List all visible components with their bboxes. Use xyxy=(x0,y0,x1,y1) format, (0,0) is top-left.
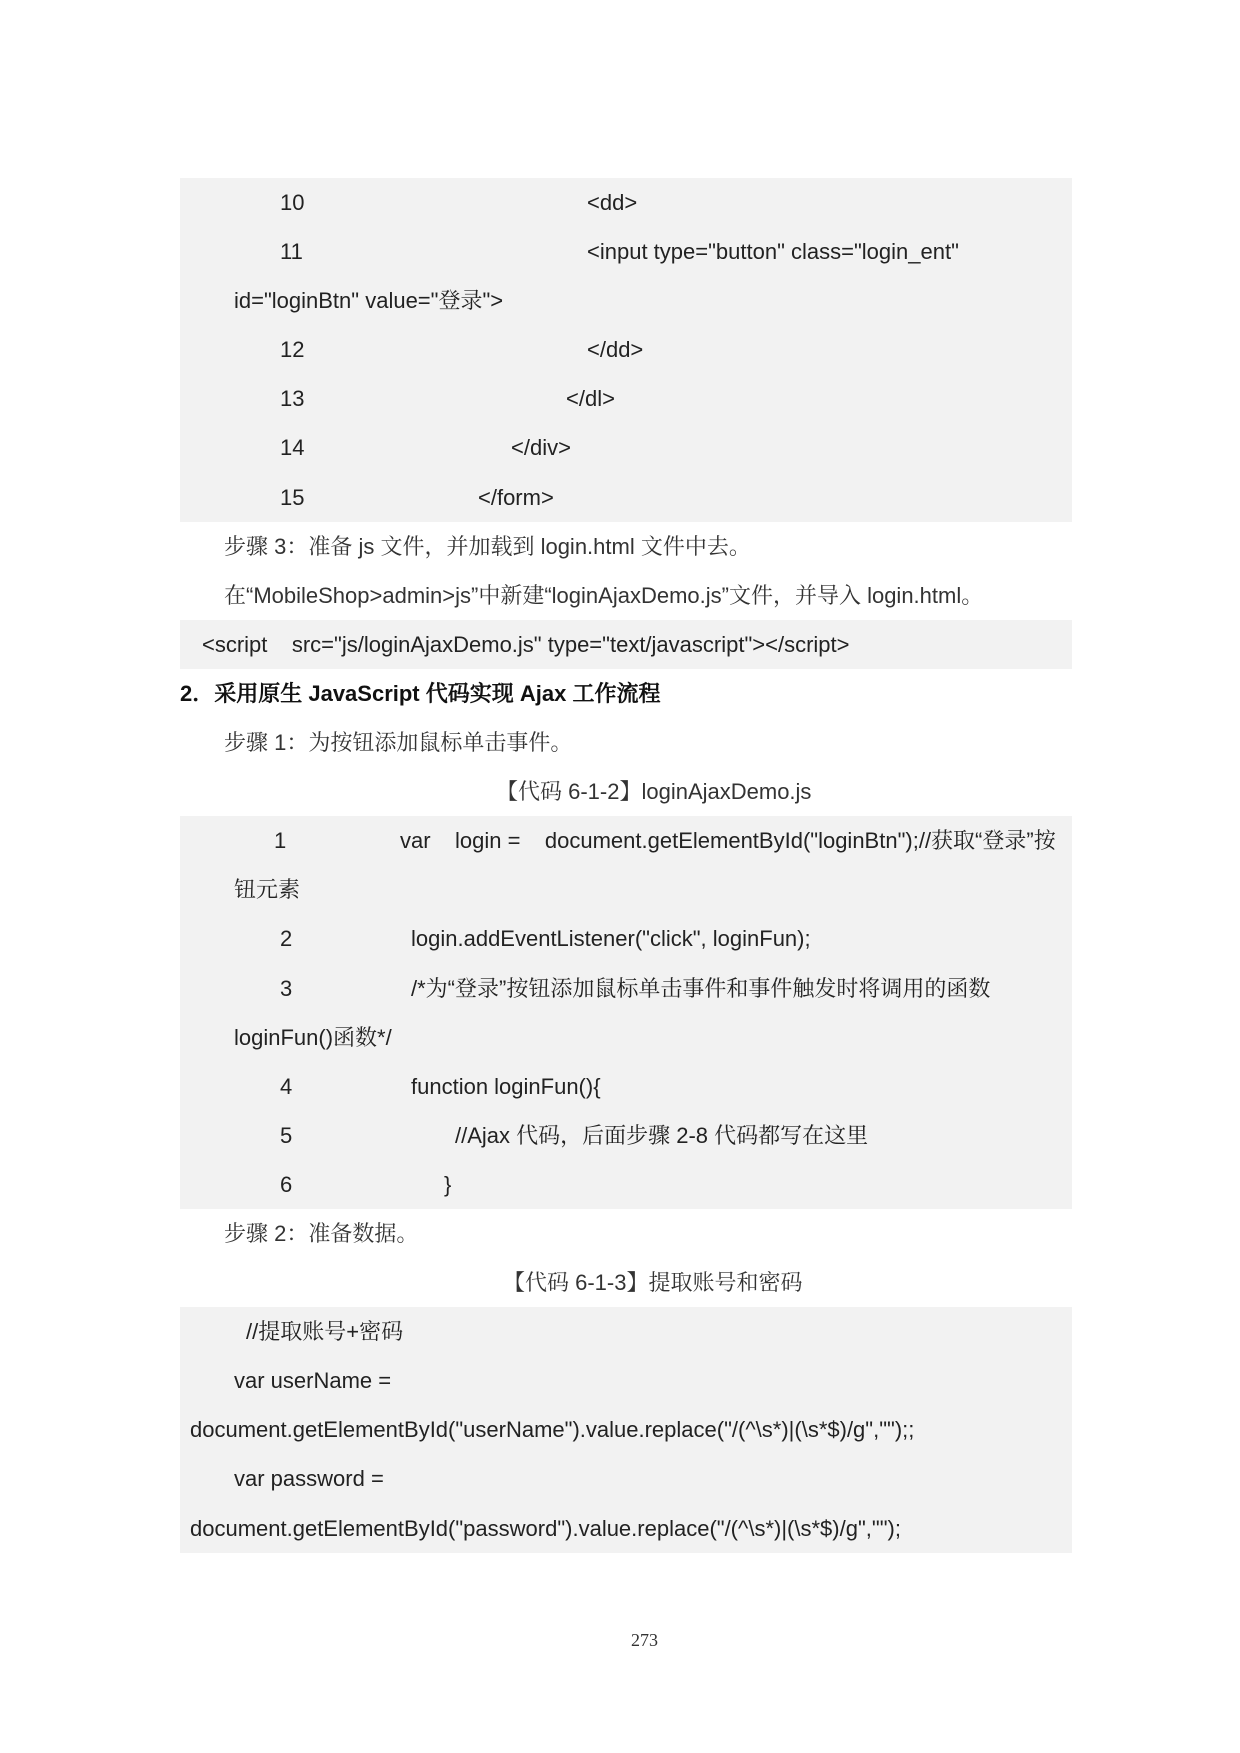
line-number: 10 xyxy=(280,190,305,215)
section-heading-row xyxy=(0,669,1240,718)
code-line xyxy=(180,1454,1072,1503)
code-block-login-form-end xyxy=(180,178,1072,522)
code-block-login-ajax-demo xyxy=(180,816,1072,1209)
paragraph xyxy=(0,1209,1240,1258)
code-text: loginFun()函数*/ xyxy=(234,1024,392,1050)
step-3-text: 步骤 3：准备 js 文件，并加载到 login.html 文件中去。 xyxy=(224,533,751,559)
code-block-extract-credentials xyxy=(180,1307,1072,1552)
page-number: 273 xyxy=(631,1630,658,1650)
code-line xyxy=(180,1111,1072,1160)
paragraph xyxy=(0,522,1240,571)
paragraph xyxy=(0,718,1240,767)
code-line xyxy=(180,423,1072,472)
step-3-detail-text: 在“MobileShop>admin>js”中新建“loginAjaxDemo.js”文件，并导入 login.html。 xyxy=(224,582,984,608)
code-line xyxy=(180,816,1072,865)
code-line xyxy=(180,1160,1072,1209)
code-line xyxy=(180,620,1072,669)
code-text: function loginFun(){ xyxy=(411,1073,601,1099)
line-number: 12 xyxy=(280,337,305,363)
code-line xyxy=(180,1405,1072,1454)
line-number: 5 xyxy=(280,1122,293,1148)
code-line xyxy=(180,374,1072,423)
section-heading: 2．采用原生 JavaScript 代码实现 Ajax 工作流程 xyxy=(180,680,661,706)
code-text: </dd> xyxy=(587,337,644,363)
caption-row xyxy=(0,767,1240,816)
code-text: <dd> xyxy=(587,190,638,215)
code-line xyxy=(180,1062,1072,1111)
code-text: 钮元素 xyxy=(234,877,301,903)
code-text: </form> xyxy=(478,484,554,510)
code-line xyxy=(180,1307,1072,1356)
step-2-text: 步骤 2：准备数据。 xyxy=(224,1220,419,1246)
code-text: var userName = xyxy=(234,1368,392,1394)
code-line-continuation xyxy=(180,1013,1072,1062)
code-block-script-include xyxy=(180,620,1072,669)
code-text: document.getElementById("userName").value.replace("/(^\s*)|(\s*$)/g","");; xyxy=(190,1417,915,1443)
line-number: 6 xyxy=(280,1171,293,1197)
code-text: //提取账号+密码 xyxy=(246,1319,404,1345)
code-text: <script src="js/loginAjaxDemo.js" type="text/javascript"></script> xyxy=(202,631,850,657)
code-text: </dl> xyxy=(566,386,615,412)
code-caption: 【代码 6-1-2】loginAjaxDemo.js xyxy=(496,779,812,805)
code-text: var login = document.getElementById("loginBtn");//获取“登录”按 xyxy=(400,828,1056,854)
code-line xyxy=(180,473,1072,522)
code-text: //Ajax 代码，后面步骤 2-8 代码都写在这里 xyxy=(455,1122,869,1148)
line-number: 4 xyxy=(280,1073,293,1099)
line-number: 3 xyxy=(280,975,293,1001)
code-line xyxy=(180,1356,1072,1405)
code-line xyxy=(180,1504,1072,1553)
code-text: </div> xyxy=(511,435,571,461)
code-line xyxy=(180,227,1072,276)
code-line-continuation xyxy=(180,865,1072,914)
code-text: } xyxy=(444,1171,452,1197)
line-number: 1 xyxy=(274,828,287,854)
line-number: 15 xyxy=(280,484,305,510)
code-text: document.getElementById("password").value.replace("/(^\s*)|(\s*$)/g",""); xyxy=(190,1515,901,1541)
page-content xyxy=(0,178,1240,1553)
code-text: <input type="button" class="login_ent" xyxy=(587,239,959,265)
line-number: 2 xyxy=(280,926,293,952)
code-text: /*为“登录”按钮添加鼠标单击事件和事件触发时将调用的函数 xyxy=(411,975,991,1001)
step-1-text: 步骤 1：为按钮添加鼠标单击事件。 xyxy=(224,730,573,756)
caption-row xyxy=(0,1258,1240,1307)
line-number: 11 xyxy=(280,239,303,265)
line-number: 14 xyxy=(280,435,305,461)
code-line-continuation xyxy=(180,276,1072,325)
paragraph xyxy=(0,571,1240,620)
code-line xyxy=(180,964,1072,1013)
code-line xyxy=(180,178,1072,227)
code-line xyxy=(180,914,1072,963)
code-caption: 【代码 6-1-3】提取账号和密码 xyxy=(503,1270,803,1296)
line-number: 13 xyxy=(280,386,305,412)
code-text: var password = xyxy=(234,1466,384,1492)
code-text: id="loginBtn" value="登录"> xyxy=(234,288,504,314)
code-text: login.addEventListener("click", loginFun); xyxy=(411,926,811,952)
code-line xyxy=(180,325,1072,374)
